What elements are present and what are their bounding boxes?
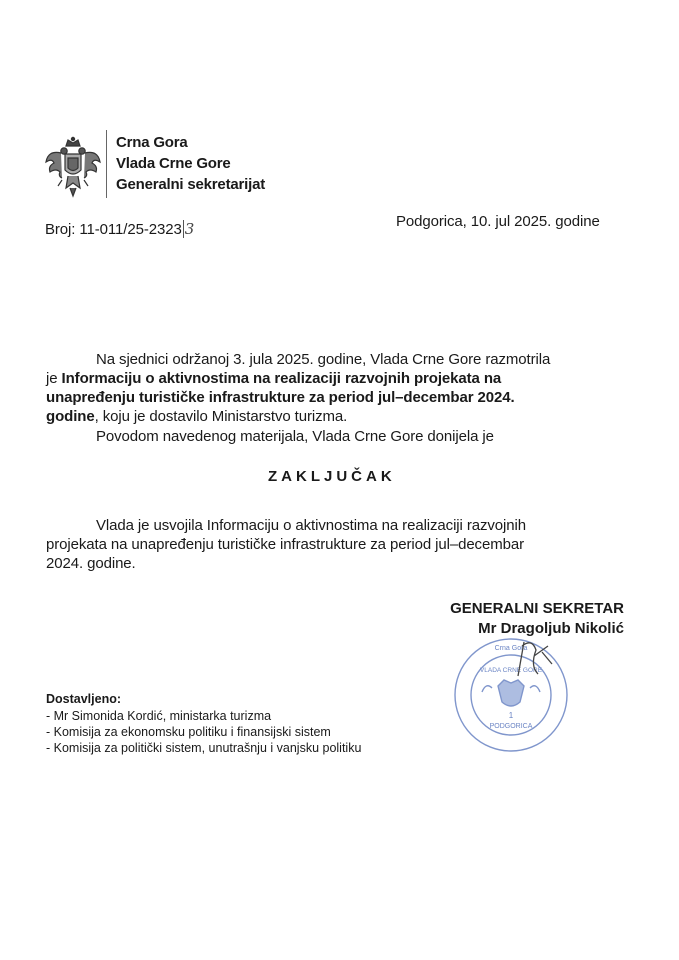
text-fragment: je: [46, 370, 62, 387]
distribution-item: - Komisija za ekonomsku politiku i finansijski sistem: [46, 725, 331, 739]
distribution-item: - Mr Simonida Kordić, ministarka turizma: [46, 709, 272, 723]
paragraph-3-line-1: Vlada je usvojila Informaciju o aktivnostima na realizaciji razvojnih: [96, 517, 526, 534]
header-secretariat: Generalni sekretarijat: [116, 176, 266, 193]
header-government: Vlada Crne Gore: [116, 155, 231, 172]
paragraph-1-line-2: [46, 369, 618, 388]
paragraph-3-line-3: 2024. godine.: [46, 555, 136, 572]
header-divider: [106, 130, 107, 198]
stamp-city: PODGORICA: [489, 723, 533, 730]
paragraph-1-line-3: unapređenju turističke infrastrukture za period jul–decembar 2024.: [46, 389, 515, 406]
coat-of-arms-icon: [44, 136, 102, 198]
paragraph-3-line-2: projekata na unapređenju turističke infrastrukture za period jul–decembar: [46, 536, 524, 553]
header-country: Crna Gora: [116, 134, 188, 151]
handwritten-suffix: 3: [184, 220, 195, 238]
document-title-fragment: Informaciju o aktivnostima na realizaciji razvojnih projekata na: [61, 370, 502, 387]
document-number-text: Broj: 11-011/25-2323: [45, 221, 182, 238]
paragraph-1-line-1: Na sjednici održanoj 3. jula 2025. godine, Vlada Crne Gore razmotrila: [96, 351, 551, 368]
signature-title: GENERALNI SEKRETAR: [450, 600, 624, 617]
text-fragment: , koju je dostavilo Ministarstvo turizma.: [94, 408, 348, 425]
paragraph-2: Povodom navedenog materijala, Vlada Crne Gore donijela je: [96, 428, 494, 445]
stamp-country: Crna Gora: [494, 645, 528, 652]
document-title-end: godine: [46, 408, 95, 425]
distribution-heading: Dostavljeno:: [46, 692, 122, 706]
decision-heading: ZAKLJUČAK: [268, 468, 396, 485]
distribution-item: - Komisija za politički sistem, unutrašnju i vanjsku politiku: [46, 741, 362, 755]
stamp-institution: VLADA CRNE GORE: [479, 667, 543, 674]
stamp-number: 1: [508, 711, 514, 720]
place-date: Podgorica, 10. jul 2025. godine: [396, 213, 600, 230]
document-number: [45, 220, 194, 239]
paragraph-1-line-4: [46, 407, 347, 426]
signature-name: Mr Dragoljub Nikolić: [478, 620, 624, 637]
official-stamp-icon: [452, 636, 570, 754]
